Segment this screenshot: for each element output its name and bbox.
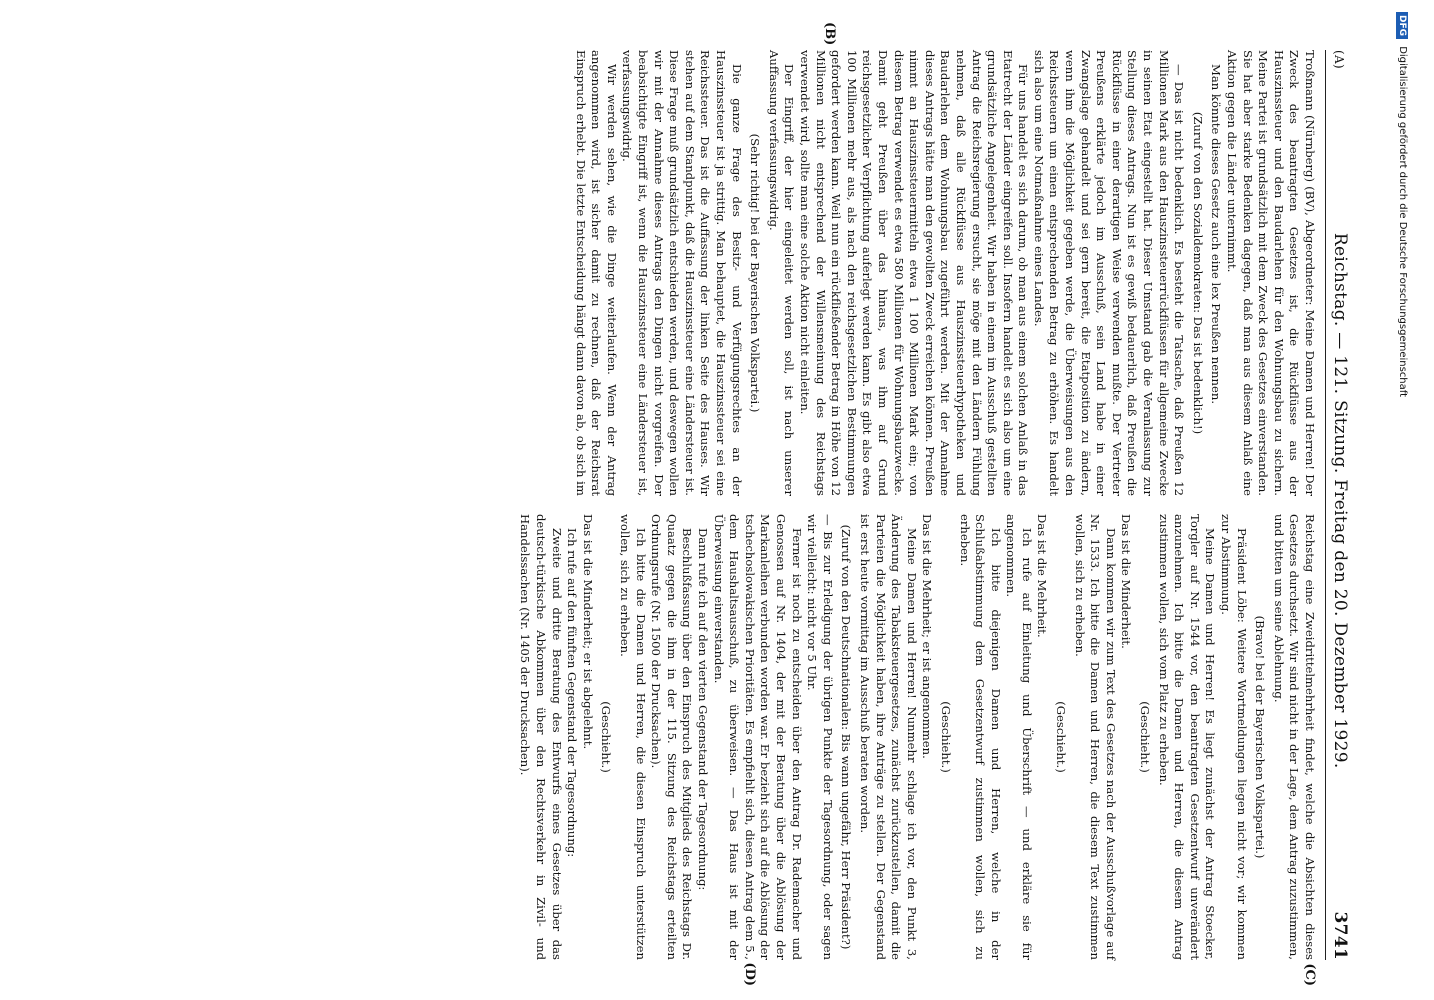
paragraph: — Das ist nicht bedenklich. Es besteht die Tatsache, daß Preußen 12 Millionen Mark aus den Hauszinssteuerrückflüssen für allgemeine Zwecke in seinen Etat eingestellt hat. Dieser Umstand gab die Veranlassung zur Stellung dieses Antrags. Nun ist es gewiß bedauerlich, daß Preußen die Rückflüsse in einer derartigen Weise verwenden mußte. Der Vertreter Preußens erklärte jedoch im Ausschuß, sein Land habe in einer Zwangslage gehandelt und sei gern bereit, die Etatposition zu ändern, wenn ihm die Möglichkeit gegeben werde, die Überweisungen aus den Reichssteuern um einen entsprechenden Betrag zu erhöhen. Es handelt sich also um eine Notmaßnahme eines Landes. — [1031, 50, 1187, 496]
paragraph: Meine Damen und Herren! Es liegt zunächst der Antrag Stoecker, Torgler auf Nr. 1544 vor, den beantragten Gesetzentwurf unverändert anzunehmen. Ich bitte die Damen und Herren, die diesem Antrag zustimmen wollen, sich vom Platz zu erheben. — [1156, 514, 1218, 960]
paragraph: Präsident Löbe: Weitere Wortmeldungen liegen nicht vor; wir kommen zur Abstimmung. — [1219, 514, 1249, 960]
paragraph: Das ist die Minderheit. — [1119, 514, 1134, 649]
paragraph: Für uns handelt es sich darum, ob man aus einem solchen Anlaß in das Etatrecht der Länder eingreifen soll. Insofern handelt es sich also um eine grundsätzliche Angelegenheit. Wir haben in einem im Ausschuß gestellten Antrag die Reichsregierung ersucht, sie möge mit den Ländern Fühlung nehmen, daß alle Rückflüsse aus Hauszinssteuerhypotheken und Baudarlehen dem Wohnungsbau zugeführt werden. Mit der Annahme dieses Antrags hätte man den gewollten Zweck erreichen können. Preußen nimmt an Hauszinssteuermitteln etwa 1 100 Millionen Mark ein; von diesem Betrag verwendet es etwa 580 Millionen für Wohnungsbauzwecke. Damit geht Preußen über das hinaus, was ihm auf Grund reichsgesetzlicher Verpflichtung auferlegt werden kann. Es gibt also etwa 100 Millionen mehr aus, als nach den reichsgesetzlichen Bestimmungen gefordert werden kann. Weil nun ein rückfließender Betrag in Höhe von 12 Millionen nicht entsprechend der Willensmeinung des Reichstags verwendet wird, sollte man eine solche Aktion nicht einleiten. — [798, 50, 1031, 496]
paragraph: Ich bitte diejenigen Damen und Herren, welche in der Schlußabstimmung dem Gesetzentwurf zustimmen wollen, sich zu erheben. — [957, 514, 1003, 960]
agenda-item: Beschlußfassung über den Einspruch des Mitglieds des Reichstags Dr. Quaatz gegen die ihm in der 115. Sitzung des Reichstags erteilten Ordnungsrufe (Nr. 1500 der Drucksachen). — [649, 514, 695, 960]
page-header — [1325, 50, 1350, 960]
page-title: Reichstag. — 121. Sitzung. Freitag den 20. Dezember 1929. — [1330, 232, 1350, 769]
paragraph: Der Eingriff, der hier eingeleitet werden soll, ist nach unserer Auffassung verfassungswidrig. — [766, 50, 797, 496]
credit-text: Digitalisierung gefördert durch die Deutsche Forschungsgemeinschaft — [1397, 46, 1408, 398]
paragraph: Die ganze Frage des Besitz- und Verfügungsrechtes an der Hauszinssteuer ist ja strittig. Man behauptet, die Hauszinssteuer sei eine Reichssteuer. Das ist die Auffassung der linken Seite des Hauses. Wir stehen auf dem Standpunkt, daß die Hauszinssteuer eine Ländersteuer ist. Diese Frage muß grundsätzlich entschieden werden, und deswegen wollen wir mit der Annahme dieses Antrags den Dingen nicht vorgreifen. Der beabsichtigte Eingriff ist, wenn die Hauszinssteuer eine Ländersteuer ist, verfassungswidrig. — [620, 50, 744, 496]
margin-letter-d: (D) — [742, 962, 757, 986]
left-column — [517, 50, 1317, 496]
paragraph: Das ist die Mehrheit. — [1035, 514, 1050, 638]
paragraph: Troßmann (Nürnberg) (BV), Abgeordneter: Meine Damen und Herren! Der Zweck des beantragten Gesetzes ist, die Rückflüsse aus der Hauszinssteuer und den Baudarlehen für den Wohnungsbau zu sichern. Meine Partei ist grundsätzlich mit dem Zweck des Gesetzes einverstanden. Sie hat aber starke Bedenken dagegen, daß man aus diesem Anlaß eine Aktion gegen die Länder unternimmt. — [1225, 50, 1317, 496]
interjection: (Geschieht.) — [938, 701, 953, 773]
paragraph: Ich rufe auf Einleitung und Überschrift — und erkläre sie für angenommen. — [1004, 514, 1034, 960]
interjection: (Sehr richtig! bei der Bayerischen Volkspartei.) — [748, 133, 763, 413]
paragraph: Man könnte dieses Gesetz auch eine lex Preußen nennen. — [1209, 64, 1224, 405]
agenda-item: Zweite und dritte Beratung des Entwurfs eines Gesetzes über das deutsch-türkische Abkommen über den Rechtsverkehr in Zivil- und Handelssachen (Nr. 1405 der Drucksachen). — [518, 514, 564, 960]
paragraph: Reichstag eine Zweidrittelmehrheit findet, welche die Absichten dieses Gesetzes durchsetzt. Wir sind nicht in der Lage, dem Antrag zuzustimmen, und bitten um seine Ablehnung. — [1271, 514, 1317, 960]
interjection: (Geschieht.) — [599, 701, 614, 773]
paragraph: Wir werden sehen, wie die Dinge weiterlaufen. Wenn der Antrag angenommen wird, ist sicher damit zu rechnen, daß der Reichsrat Einspruch erhebt. Die letzte Entscheidung hängt dann davon ab, ob sich im — [573, 50, 619, 496]
dfg-logo: DFG — [1396, 12, 1408, 39]
paragraph: Ich rufe auf den fünften Gegenstand der Tagesordnung: — [565, 528, 580, 858]
margin-letter-c: (C) — [1302, 963, 1317, 986]
funding-credit — [1396, 12, 1408, 397]
interjection: (Bravo! bei der Bayerischen Volkspartei.) — [1253, 615, 1268, 859]
interjection: (Zuruf von den Deutschnationalen: Bis wann ungefähr, Herr Präsident?) — [839, 524, 854, 950]
document-page — [60, 20, 1360, 986]
margin-letter-a: (A) — [1332, 50, 1346, 69]
interjection: (Geschieht.) — [1138, 701, 1153, 773]
interjection: (Zuruf von den Sozialdemokraten: Das ist bedenklich!) — [1190, 111, 1205, 435]
interjection: (Geschieht.) — [1054, 701, 1069, 773]
paragraph: Dann rufe ich auf den vierten Gegenstand der Tagesordnung: — [696, 528, 711, 891]
paragraph: Dann kommen wir zum Text des Gesetzes nach der Ausschußvorlage auf Nr. 1533. Ich bitte die Damen und Herren, die diesem Text zustimmen wollen, sich zu erheben. — [1072, 514, 1118, 960]
paragraph: Ferner ist noch zu entscheiden über den Antrag Dr. Rademacher und Genossen auf Nr. 1404, der mit der Beratung über die Ablösung der Markanleihen verbunden worden war. Er bezieht sich auf die Ablösung der tschechoslowakischen Prioritäten. Es empfiehlt sich, diesen Antrag dem 5., dem Haushaltsausschuß, zu überweisen. — Das Haus ist mit der Überweisung einverstanden. — [711, 514, 804, 960]
paragraph: Meine Damen und Herren! Nunmehr schlage ich vor, den Punkt 3, Änderung des Tabaksteuergesetzes, zunächst zurückzustellen, damit die Parteien die Möglichkeit haben, ihre Anträge zu stellen. Der Gegenstand ist erst heute vormittag im Ausschuß beraten worden. — [857, 514, 919, 960]
paragraph: Das ist die Minderheit; er ist abgelehnt. — [580, 514, 595, 750]
paragraph: Ich bitte die Damen und Herren, die diesen Einspruch unterstützen wollen, sich zu erheben. — [618, 514, 648, 960]
text-columns — [517, 22, 1317, 986]
right-column — [517, 514, 1317, 960]
paragraph: — Bis zur Erledigung der übrigen Punkte der Tagesordnung, oder sagen wir vielleicht: nicht vor 5 Uhr. — [805, 514, 835, 960]
margin-letter-b: (B) — [822, 22, 837, 46]
page-number: 3741 — [1330, 911, 1350, 960]
paragraph: Das ist die Mehrheit; er ist angenommen. — [920, 514, 935, 759]
